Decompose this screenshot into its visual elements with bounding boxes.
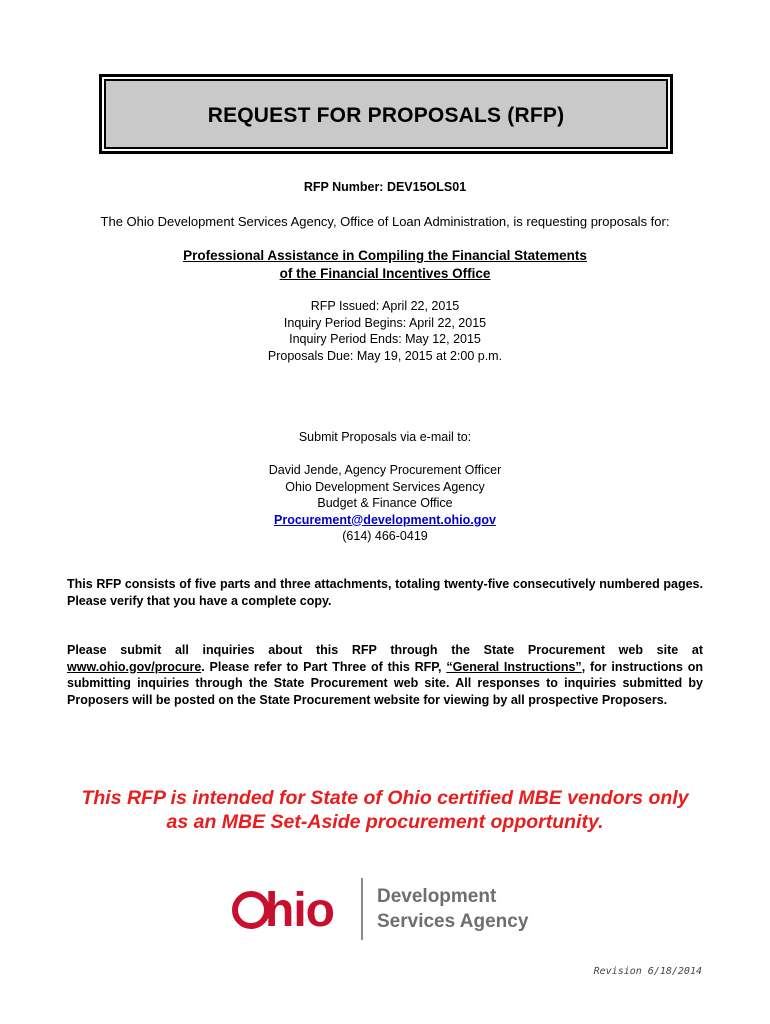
rfp-number: RFP Number: DEV15OLS01 [303,180,467,194]
logo-text [377,884,528,934]
logo-text-line-1: Development [377,886,497,907]
project-title-line-1: Professional Assistance in Compiling the Financial Statements [183,248,587,263]
ohio-dsa-logo [231,874,551,944]
contact-name: David Jende, Agency Procurement Officer [268,463,502,477]
intro-text: The Ohio Development Services Agency, Office of Loan Administration, is requesting proposals for: [100,214,670,229]
submit-heading: Submit Proposals via e-mail to: [298,430,472,444]
proposals-due-date: Proposals Due: May 19, 2015 at 2:00 p.m. [267,348,503,363]
inquiry-ends-date: Inquiry Period Ends: May 12, 2015 [289,332,481,346]
mbe-notice-line-1: This RFP is intended for State of Ohio certified MBE vendors only [81,787,689,809]
svg-text:hio: hio [265,884,334,937]
general-instructions-reference: “General Instructions” [446,659,582,674]
ohio-wordmark-icon [231,876,355,942]
contact-email-link[interactable]: Procurement@development.ohio.gov [274,512,496,527]
title-box [99,74,673,154]
logo-divider [361,878,363,940]
contact-block [0,462,770,545]
logo-text-line-2: Services Agency [377,911,529,932]
contact-office: Budget & Finance Office [317,496,453,510]
project-title [0,247,770,283]
dates-block [0,298,770,364]
completeness-paragraph: This RFP consists of five parts and three attachments, totaling twenty-five consecutively numbered pages. Please verify that you have a complete copy. [67,577,703,608]
inquiries-text-1: Please submit all inquiries about this RFP through the State Procurement web site at [67,643,703,657]
revision-date: Revision 6/18/2014 [593,966,702,977]
inquiries-text-3: , for instructions on submitting inquiries through the State Procurement web site. All responses to inquiries submitted by Proposers will be posted on the State Procurement website for viewing by all prospective Proposers. [67,659,703,707]
contact-agency: Ohio Development Services Agency [285,479,485,494]
inquiry-begins-date: Inquiry Period Begins: April 22, 2015 [283,315,487,330]
inquiries-paragraph [67,642,703,708]
project-title-line-2: of the Financial Incentives Office [279,266,491,281]
contact-phone: (614) 466-0419 [342,529,428,543]
mbe-notice-line-2: as an MBE Set-Aside procurement opportunity. [166,811,604,833]
rfp-issued-date: RFP Issued: April 22, 2015 [310,299,460,313]
mbe-notice [0,786,770,834]
inquiries-text-2: . Please refer to Part Three of this RFP, [201,659,447,674]
page-title: REQUEST FOR PROPOSALS (RFP) [207,104,565,127]
procure-website-link[interactable]: www.ohio.gov/procure [67,659,202,674]
